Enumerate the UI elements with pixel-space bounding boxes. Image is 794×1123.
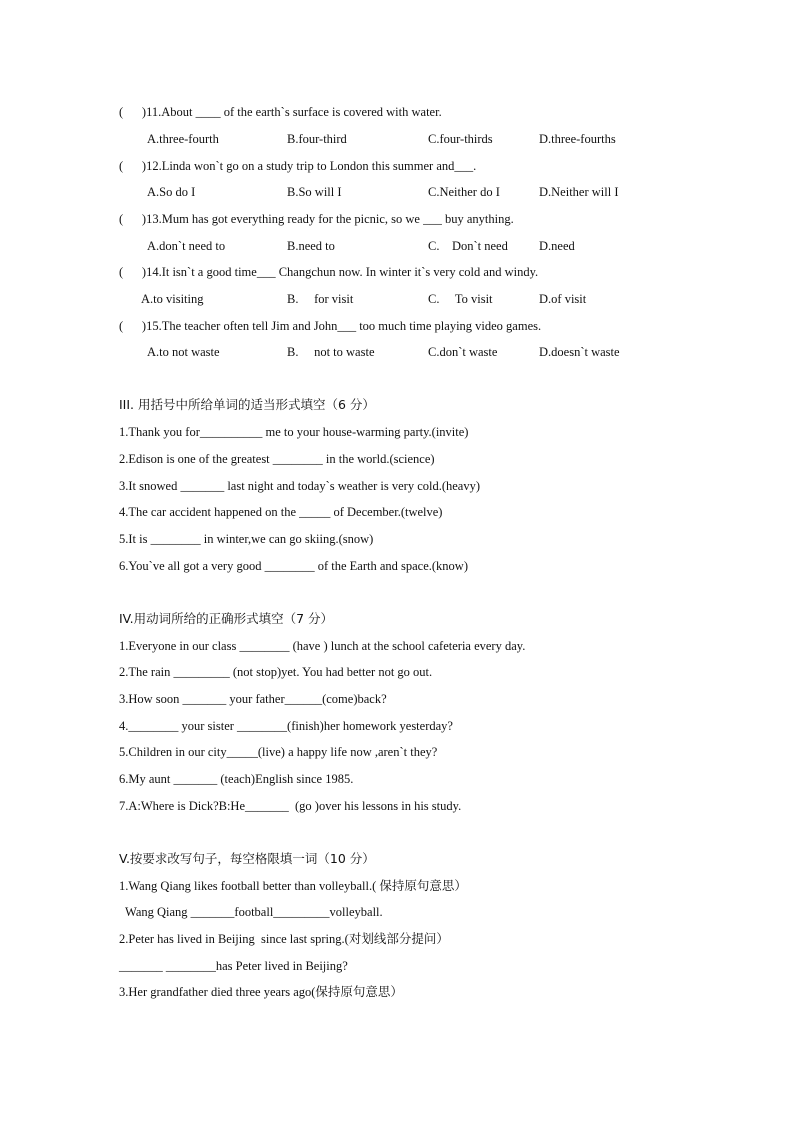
section-5-item-1: 1.Wang Qiang likes football better than volleyball.( 保持原句意思） [119,879,467,893]
question-15-option-d: D.doesn`t waste [539,345,620,359]
section-5-answer-1: Wang Qiang _______football_________volleyball. [119,905,383,919]
question-13-option-c: C. Don`t need [428,239,508,253]
question-11-stem: ( )11.About ____ of the earth`s surface is covered with water. [119,105,442,119]
section-3-heading: III. 用括号中所给单词的适当形式填空（6 分） [119,397,375,412]
question-11-option-d: D.three-fourths [539,132,616,146]
section-5-item-2: 2.Peter has lived in Beijing since last spring.(对划线部分提问） [119,932,449,946]
question-13-option-a: A.don`t need to [147,239,226,253]
section-3-item-3: 3.It snowed _______ last night and today`s weather is very cold.(heavy) [119,479,481,493]
section-4-item-2: 2.The rain _________ (not stop)yet. You had better not go out. [119,665,433,679]
section-4-heading: IV.用动词所给的正确形式填空（7 分） [119,611,334,626]
question-12-stem: ( )12.Linda won`t go on a study trip to London this summer and___. [119,159,477,173]
section-3-item-5: 5.It is ________ in winter,we can go skiing.(snow) [119,532,374,546]
question-15-option-c: C.don`t waste [428,345,498,359]
section-3-item-6: 6.You`ve all got a very good ________ of the Earth and space.(know) [119,559,468,573]
section-5-heading: V.按要求改写句子，每空格限填一词（10 分） [119,851,375,866]
question-12-option-c: C.Neither do I [428,185,500,199]
question-14-stem: ( )14.It isn`t a good time___ Changchun now. In winter it`s very cold and windy. [119,265,539,279]
question-14-option-d: D.of visit [539,292,587,306]
section-4-item-7: 7.A:Where is Dick?B:He_______ (go )over his lessons in his study. [119,799,462,813]
question-11-option-a: A.three-fourth [147,132,219,146]
section-3-item-2: 2.Edison is one of the greatest ________ in the world.(science) [119,452,435,466]
question-15-option-b: B. not to waste [287,345,375,359]
question-13-option-d: D.need [539,239,575,253]
question-12-option-a: A.So do I [147,185,196,199]
section-5-item-3: 3.Her grandfather died three years ago(保持原句意思） [119,985,403,999]
section-4-item-5: 5.Children in our city_____(live) a happy life now ,aren`t they? [119,745,438,759]
section-4-item-6: 6.My aunt _______ (teach)English since 1985. [119,772,354,786]
section-4-item-1: 1.Everyone in our class ________ (have ) lunch at the school cafeteria every day. [119,639,526,653]
question-11-option-b: B.four-third [287,132,347,146]
question-12-option-d: D.Neither will I [539,185,619,199]
section-5-answer-2: _______ ________has Peter lived in Beijing? [119,959,348,973]
section-4-item-4: 4.________ your sister ________(finish)her homework yesterday? [119,719,453,733]
question-14-option-b: B. for visit [287,292,354,306]
question-14-option-a: A.to visiting [141,292,204,306]
question-13-stem: ( )13.Mum has got everything ready for the picnic, so we ___ buy anything. [119,212,514,226]
question-13-option-b: B.need to [287,239,335,253]
question-11-option-c: C.four-thirds [428,132,493,146]
question-15-option-a: A.to not waste [147,345,220,359]
question-15-stem: ( )15.The teacher often tell Jim and John___ too much time playing video games. [119,319,542,333]
question-12-option-b: B.So will I [287,185,342,199]
section-4-item-3: 3.How soon _______ your father______(come)back? [119,692,387,706]
question-14-option-c: C. To visit [428,292,493,306]
section-3-item-1: 1.Thank you for__________ me to your house-warming party.(invite) [119,425,469,439]
section-3-item-4: 4.The car accident happened on the _____ of December.(twelve) [119,505,443,519]
